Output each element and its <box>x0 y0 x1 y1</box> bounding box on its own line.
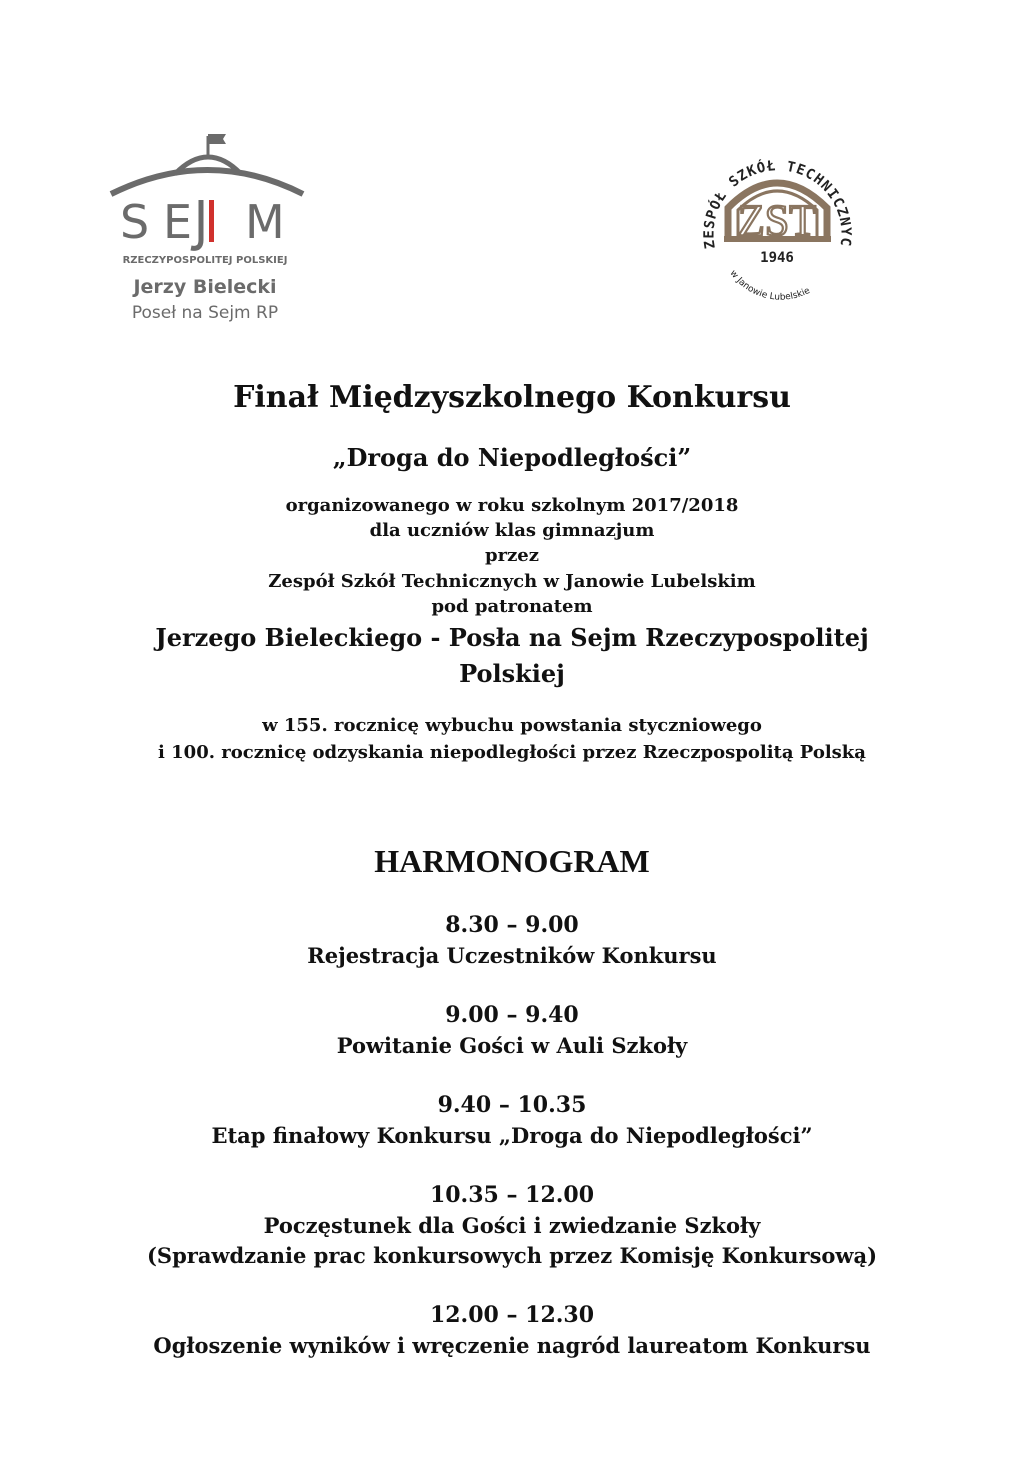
info-line: pod patronatem <box>431 596 593 617</box>
info-line: organizowanego w roku szkolnym 2017/2018 <box>285 495 739 516</box>
schedule-time: 8.30 – 9.00 <box>445 912 579 938</box>
zst-monogram: ZST <box>737 196 817 245</box>
schedule-event: Rejestracja Uczestników Konkursu <box>307 943 717 968</box>
zst-emblem-icon <box>690 138 865 313</box>
schedule-event: Poczęstunek dla Gości i zwiedzanie Szkoły <box>263 1213 761 1238</box>
zst-logo <box>690 138 865 313</box>
sejm-logo-line1: RZECZYPOSPOLITEJ POLSKIEJ <box>122 255 288 266</box>
info-line: dla uczniów klas gimnazjum <box>369 520 655 541</box>
zst-year: 1946 <box>760 250 794 266</box>
sejm-dome-icon <box>105 128 305 253</box>
svg-text:E: E <box>163 195 193 249</box>
zst-bottom-text: w Janowie Lubelskie <box>727 268 812 303</box>
sejm-logo <box>105 128 305 328</box>
svg-text:S: S <box>120 195 152 249</box>
schedule-time: 9.40 – 10.35 <box>437 1092 587 1118</box>
svg-text:w Janowie Lubelskie <box>727 269 812 303</box>
schedule-time: 10.35 – 12.00 <box>429 1182 595 1208</box>
schedule-time: 9.00 – 9.40 <box>445 1002 579 1028</box>
schedule-event: (Sprawdzanie prac konkursowych przez Komisję Konkursową) <box>146 1243 878 1268</box>
zst-ring-text: ZESPÓŁ SZKÓŁ TECHNICZNYC <box>701 158 854 250</box>
sejm-logo-name: Jerzy Bielecki <box>133 276 277 298</box>
schedule-time: 12.00 – 12.30 <box>429 1302 595 1328</box>
page-title: Finał Międzyszkolnego Konkursu <box>233 380 791 415</box>
contest-name: „Droga do Niepodległości” <box>332 443 692 472</box>
anniversary-line: i 100. rocznicę odzyskania niepodległości przez Rzeczpospolitą Polską <box>158 742 866 763</box>
schedule-event: Ogłoszenie wyników i wręczenie nagród laureatom Konkursu <box>153 1333 871 1358</box>
anniversary-line: w 155. rocznicę wybuchu powstania styczniowego <box>262 715 762 736</box>
patron-line: Polskiej <box>459 659 565 688</box>
sejm-logo-role: Poseł na Sejm RP <box>131 303 279 323</box>
svg-text:M: M <box>245 195 285 249</box>
patron-line: Jerzego Bieleckiego - Posła na Sejm Rzeczypospolitej <box>155 623 869 652</box>
info-line: przez <box>485 545 539 566</box>
schedule-event: Etap finałowy Konkursu „Droga do Niepodległości” <box>211 1123 813 1148</box>
schedule-event: Powitanie Gości w Auli Szkoły <box>336 1033 688 1058</box>
info-line: Zespół Szkół Technicznych w Janowie Lubelskim <box>268 571 756 592</box>
schedule-heading: HARMONOGRAM <box>374 843 650 879</box>
